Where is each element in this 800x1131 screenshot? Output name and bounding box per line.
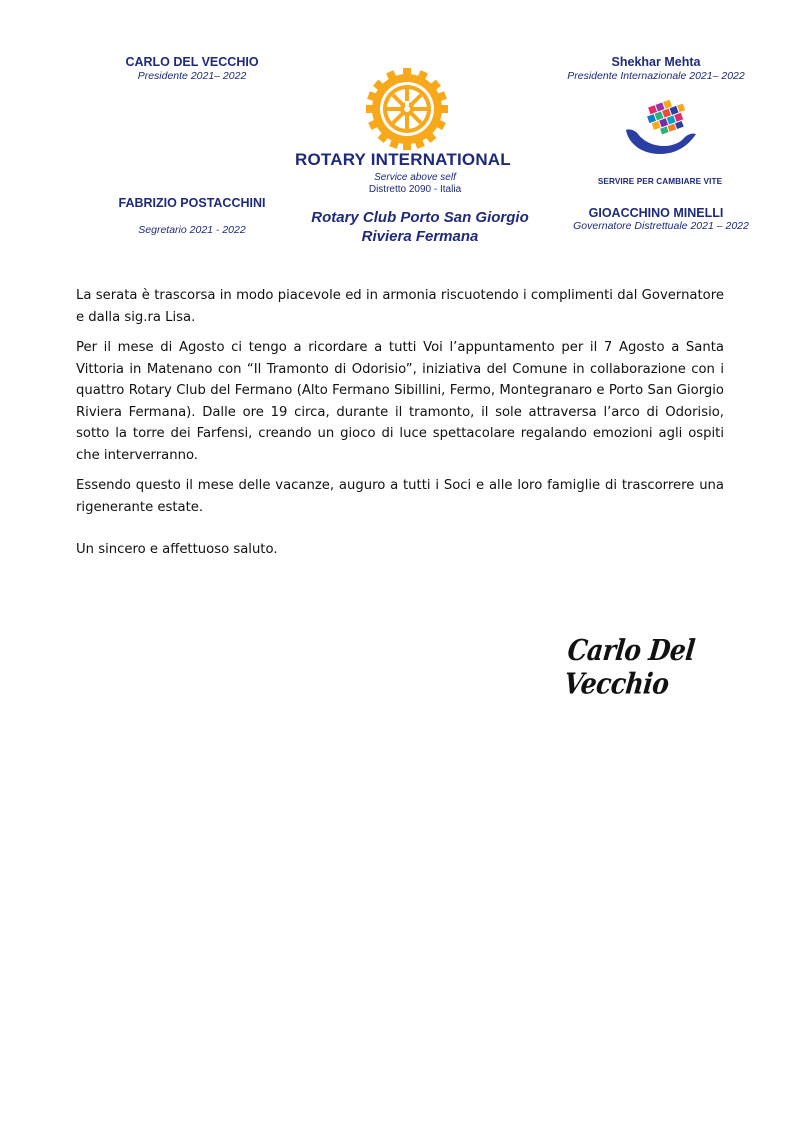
- secretary-name: FABRIZIO POSTACCHINI: [118, 196, 266, 210]
- servire-logo: [618, 96, 708, 166]
- paragraph: La serata è trascorsa in modo piacevole ed in armonia riscuotendo i complimenti dal Governatore e dalla sig.ra Lisa.: [76, 288, 724, 325]
- letter-body: [76, 285, 724, 527]
- servire-tagline: SERVIRE PER CAMBIARE VITE: [597, 177, 723, 186]
- international-president-role: Presidente Internazionale 2021– 2022: [567, 70, 745, 82]
- paragraph: Essendo questo il mese delle vacanze, auguro a tutti i Soci e alle loro famiglie di trascorrere una rigenerante estate.: [76, 478, 724, 515]
- president-name: CARLO DEL VECCHIO: [125, 55, 259, 69]
- paragraph: Per il mese di Agosto ci tengo a ricordare a tutti Voi l’appuntamento per il 7 Agosto a Santa Vittoria in Matenano con “Il Tramonto di Odorisio”, iniziativa del Comune in collaborazione con i quattro Rotary Club del Fermano (Alto Fermano Sibillini, Fermo, Montegranaro e Porto San Giorgio Riviera Fermana). Dalle ore 19 circa, durante il tramonto, il sole attraversa l’arco di Odorisio, sotto la torre dei Farfensi, creando un gioco di luce spettacolare regalando emozioni agli ospiti che interverranno.: [76, 340, 724, 463]
- governor-name: GIOACCHINO MINELLI: [588, 206, 724, 220]
- international-president-name: Shekhar Mehta: [611, 55, 701, 69]
- org-motto: Service above self: [374, 172, 456, 183]
- president-role: Presidente 2021– 2022: [137, 70, 247, 82]
- secretary-role: Segretario 2021 - 2022: [138, 224, 246, 236]
- signature: Carlo Del Vecchio: [562, 633, 697, 701]
- club-name-line1: Rotary Club Porto San Giorgio: [311, 209, 529, 226]
- closing-line: Un sincero e affettuoso saluto.: [76, 542, 278, 557]
- governor-role: Governatore Distrettuale 2021 – 2022: [573, 220, 749, 232]
- org-district: Distretto 2090 - Italia: [368, 184, 462, 195]
- org-title: ROTARY INTERNATIONAL: [295, 150, 511, 169]
- club-name-line2: Riviera Fermana: [361, 228, 479, 245]
- rotary-wheel-logo: [366, 68, 448, 150]
